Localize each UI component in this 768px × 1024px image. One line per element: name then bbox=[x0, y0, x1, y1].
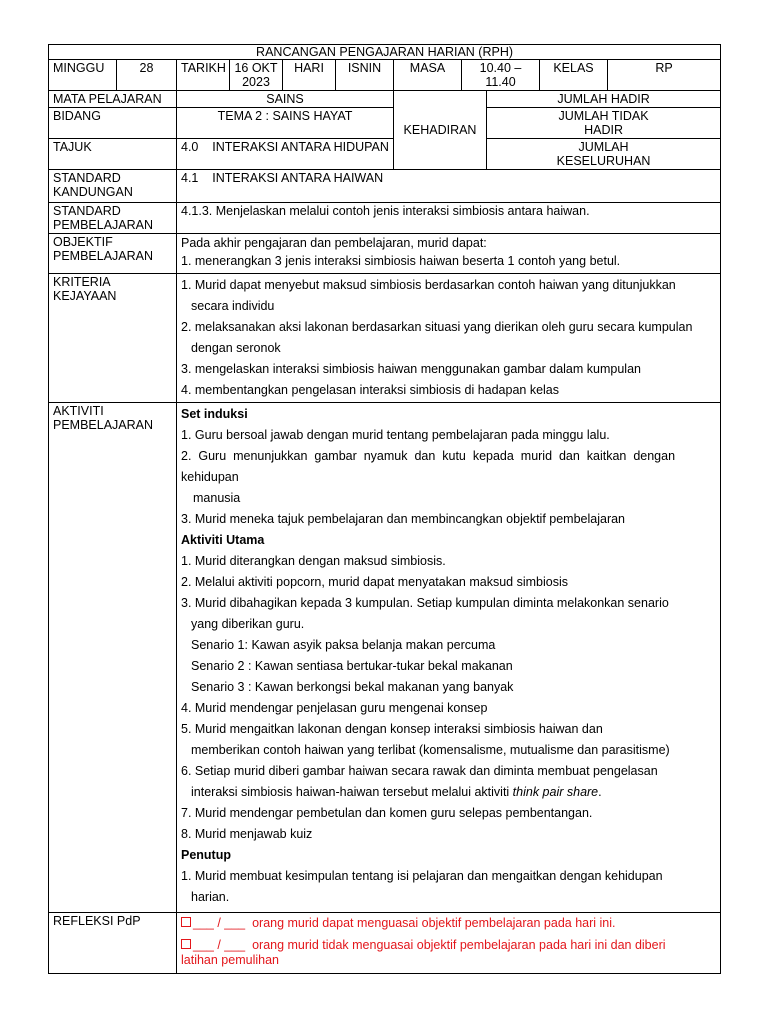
kriteria-label: KRITERIA KEJAYAAN bbox=[49, 274, 177, 403]
bidang-value: TEMA 2 : SAINS HAYAT bbox=[177, 108, 394, 139]
page-title: RANCANGAN PENGAJARAN HARIAN (RPH) bbox=[49, 45, 721, 60]
minggu-value: 28 bbox=[117, 60, 177, 91]
objektif-value: Pada akhir pengajaran dan pembelajaran, murid dapat: 1. menerangkan 3 jenis interaksi simbiosis haiwan beserta 1 contoh yang betul. bbox=[177, 234, 721, 274]
mata-pelajaran-label: MATA PELAJARAN bbox=[49, 91, 177, 108]
kelas-label: KELAS bbox=[540, 60, 608, 91]
objektif-label: OBJEKTIF PEMBELAJARAN bbox=[49, 234, 177, 274]
jumlah-hadir: JUMLAH HADIR bbox=[487, 91, 721, 108]
aktiviti-value: Set induksi 1. Guru bersoal jawab dengan murid tentang pembelajaran pada minggu lalu. 2. Guru menunjukkan gambar nyamuk dan kutu kepada murid dan kaitkan dengan kehidupan manusia 3. Murid meneka tajuk pembelajaran dan membincangkan objektif pembelajaran Aktiviti Utama 1. Murid diterangkan dengan maksud simbiosis. 2. Melalui aktiviti popcorn, murid dapat menyatakan maksud simbiosis 3. Murid dibahagikan kepada 3 kumpulan. Setiap kumpulan diminta melakonkan senario yang diberikan guru. Senario 1: Kawan asyik paksa belanja makan percuma Senario 2 : Kawan sentiasa bertukar-tukar bekal makanan Senario 3 : Kawan berkongsi bekal makanan yang banyak 4. Murid mendengar penjelasan guru mengenai konsep 5. Murid mengaitkan lakonan dengan konsep interaksi simbiosis haiwan dan memberikan contoh haiwan yang terlibat (komensalisme, mutualisme dan parasitisme) 6. Setiap murid diberi gambar haiwan secara rawak dan diminta membuat pengelasan interaksi simbiosis haiwan-haiwan tersebut melalui aktiviti think pair share. 7. Murid mendengar pembetulan dan komen guru selepas pembentangan. 8. Murid menjawab kuiz Penutup 1. Murid membuat kesimpulan tentang isi pelajaran dan mengaitkan dengan kehidupan harian. bbox=[177, 403, 721, 913]
standard-pembelajaran-label: STANDARD PEMBELAJARAN bbox=[49, 203, 177, 234]
rph-table bbox=[48, 44, 721, 974]
tajuk-label: TAJUK bbox=[49, 139, 177, 170]
jumlah-tidak-hadir: JUMLAH TIDAK HADIR bbox=[487, 108, 721, 139]
masa-value: 10.40 – 11.40 bbox=[462, 60, 540, 91]
set-induksi-heading: Set induksi bbox=[181, 407, 248, 421]
standard-kandungan-value: 4.1 INTERAKSI ANTARA HAIWAN bbox=[177, 170, 721, 203]
tajuk-value: 4.0 INTERAKSI ANTARA HIDUPAN bbox=[177, 139, 394, 170]
mata-pelajaran-value: SAINS bbox=[177, 91, 394, 108]
aktiviti-label: AKTIVITI PEMBELAJARAN bbox=[49, 403, 177, 913]
kelas-value: RP bbox=[608, 60, 721, 91]
tarikh-label: TARIKH bbox=[177, 60, 230, 91]
aktiviti-utama-heading: Aktiviti Utama bbox=[181, 533, 265, 547]
refleksi-value: ___ / ___ orang murid dapat menguasai objektif pembelajaran pada hari ini. ___ / ___ orang murid tidak menguasai objektif pembelajaran pada hari ini dan diberi latihan pemulihan bbox=[177, 913, 721, 974]
standard-kandungan-label: STANDARD KANDUNGAN bbox=[49, 170, 177, 203]
masa-label: MASA bbox=[394, 60, 462, 91]
bidang-label: BIDANG bbox=[49, 108, 177, 139]
refleksi-label: REFLEKSI PdP bbox=[49, 913, 177, 974]
checkbox-icon[interactable] bbox=[181, 939, 191, 949]
kehadiran-label: KEHADIRAN bbox=[394, 91, 487, 170]
kriteria-value: 1. Murid dapat menyebut maksud simbiosis berdasarkan contoh haiwan yang ditunjukkan secara individu 2. melaksanakan aksi lakonan berdasarkan situasi yang dierikan oleh guru secara kumpulan dengan seronok 3. mengelaskan interaksi simbiosis haiwan menggunakan gambar dalam kumpulan 4. membentangkan pengelasan interaksi simbiosis di hadapan kelas bbox=[177, 274, 721, 403]
checkbox-icon[interactable] bbox=[181, 917, 191, 927]
standard-pembelajaran-value: 4.1.3. Menjelaskan melalui contoh jenis interaksi simbiosis antara haiwan. bbox=[177, 203, 721, 234]
jumlah-keseluruhan: JUMLAH KESELURUHAN bbox=[487, 139, 721, 170]
hari-label: HARI bbox=[283, 60, 336, 91]
tarikh-value: 16 OKT 2023 bbox=[230, 60, 283, 91]
minggu-label: MINGGU bbox=[49, 60, 117, 91]
hari-value: ISNIN bbox=[336, 60, 394, 91]
penutup-heading: Penutup bbox=[181, 848, 231, 862]
